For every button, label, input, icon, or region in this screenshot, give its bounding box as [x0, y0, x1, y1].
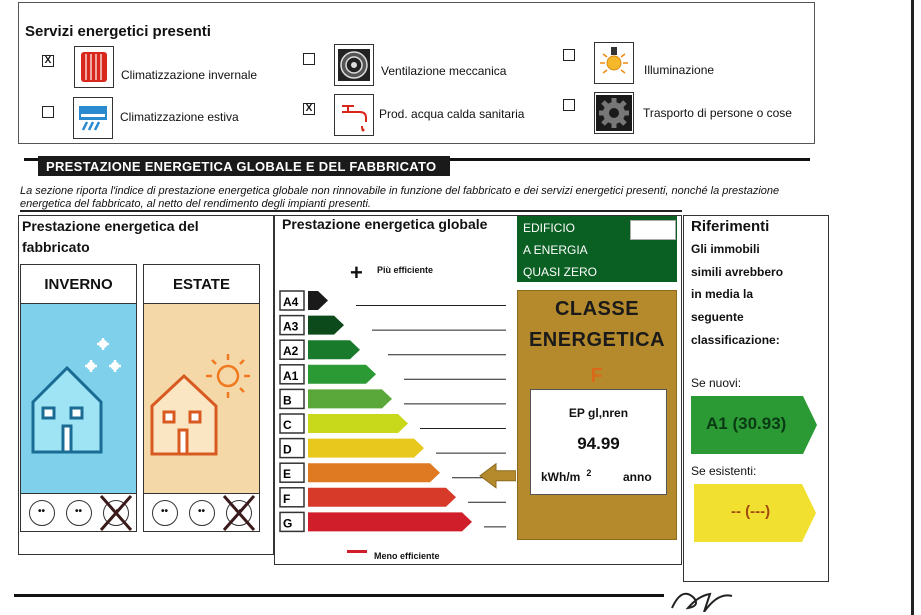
new-label: Se nuovi: — [691, 376, 742, 390]
class-label: A2 — [283, 344, 299, 359]
house-icon — [152, 376, 216, 454]
nzeb-checkbox[interactable] — [630, 220, 676, 240]
energy-class-arrows — [276, 285, 516, 545]
sun-icon — [206, 354, 250, 398]
ref-line5: classificazione: — [691, 333, 780, 347]
checkbox-ventilazione-meccanica[interactable] — [303, 53, 315, 65]
class-arrow — [308, 291, 328, 310]
winter-smileys — [20, 494, 137, 532]
checkbox-climatizzazione-estiva[interactable] — [42, 106, 54, 118]
class-label: B — [283, 393, 292, 408]
winter-header: INVERNO — [20, 264, 137, 304]
edificio-line2: A ENERGIA — [523, 243, 588, 257]
class-arrow — [308, 512, 472, 531]
globale-title: Prestazione energetica globale — [282, 216, 488, 232]
class-row-f — [280, 488, 506, 507]
class-label: A1 — [283, 368, 299, 383]
ref-line4: seguente — [691, 310, 744, 324]
checkbox-illuminazione[interactable] — [563, 49, 575, 61]
winter-column — [20, 264, 137, 532]
label-acqua-calda: Prod. acqua calda sanitaria — [379, 107, 525, 121]
ep-unit — [541, 468, 591, 484]
class-row-a3 — [280, 316, 506, 335]
class-label: E — [283, 467, 292, 482]
label-ventilazione-meccanica: Ventilazione meccanica — [381, 64, 507, 78]
classe-energetica-box — [517, 290, 677, 540]
fabbricato-title-line1: Prestazione energetica del — [22, 218, 199, 234]
summer-column — [143, 264, 260, 532]
class-row-a2 — [280, 340, 506, 359]
intro-underline — [20, 210, 682, 212]
smiley-crossed-icon — [226, 500, 252, 526]
ref-line1: Gli immobili — [691, 242, 760, 256]
checkbox-trasporto[interactable] — [563, 99, 575, 111]
classe-line2: ENERGETICA — [528, 329, 666, 351]
plus-label: Più efficiente — [377, 265, 434, 275]
edificio-line3: QUASI ZERO — [523, 265, 598, 279]
label-illuminazione: Illuminazione — [644, 63, 715, 77]
existing-value: -- (---) — [731, 503, 771, 520]
winter-illustration — [20, 304, 137, 494]
class-label: D — [283, 442, 292, 457]
class-label: F — [283, 491, 291, 506]
classe-value: F — [590, 365, 604, 387]
minus-label: Meno efficiente — [374, 551, 440, 561]
smiley-icon: •• — [189, 500, 215, 526]
air-conditioner-icon — [73, 97, 113, 139]
fan-icon — [334, 44, 374, 86]
class-label: A3 — [283, 319, 299, 334]
summer-illustration — [143, 304, 260, 494]
checkbox-acqua-calda[interactable]: X — [303, 103, 315, 115]
ep-label: EP gl,nren — [568, 406, 629, 420]
ref-line3: in media la — [691, 287, 754, 301]
unit-sup: 2 — [586, 468, 592, 478]
summer-smileys — [143, 494, 260, 532]
ep-value: 94.99 — [577, 434, 620, 453]
lightbulb-icon — [594, 42, 634, 84]
class-arrow — [308, 463, 440, 482]
class-row-c — [280, 414, 506, 433]
class-arrow — [308, 316, 344, 335]
faucet-icon — [334, 94, 374, 136]
new-value: A1 (30.93) — [706, 414, 787, 433]
class-indicator-arrow — [480, 464, 516, 488]
summer-header: ESTATE — [143, 264, 260, 304]
existing-label: Se esistenti: — [691, 464, 757, 478]
class-row-d — [280, 439, 506, 458]
ep-box — [530, 389, 667, 495]
smiley-icon: •• — [29, 500, 55, 526]
class-label: A4 — [283, 295, 299, 309]
unit-per: anno — [623, 470, 652, 484]
smiley-crossed-icon — [103, 500, 129, 526]
ref-line2: simili avrebbero — [691, 265, 784, 279]
services-title: Servizi energetici presenti — [25, 23, 211, 40]
panel-riferimenti — [683, 215, 829, 582]
label-trasporto: Trasporto di persone o cose — [643, 106, 792, 120]
bottom-rule — [14, 594, 664, 597]
class-arrow — [308, 340, 360, 359]
class-label: C — [283, 418, 292, 432]
label-climatizzazione-estiva: Climatizzazione estiva — [120, 110, 239, 124]
edificio-nzeb-box — [517, 216, 677, 282]
section-intro: La sezione riporta l'indice di prestazione energetica globale non rinnovabile in funzione del fabbricato e dei servizi energetici presenti, nonché la prestazione energetica del fabbricato, al netto del rendimento degli impianti presenti. — [20, 185, 780, 210]
class-label: G — [283, 516, 293, 531]
class-row-b — [280, 389, 506, 408]
class-arrow — [308, 439, 424, 458]
house-icon — [33, 368, 101, 452]
label-climatizzazione-invernale: Climatizzazione invernale — [121, 68, 258, 82]
unit-main: kWh/m — [541, 470, 581, 484]
signature — [668, 584, 744, 612]
radiator-icon — [74, 46, 114, 88]
section-title: PRESTAZIONE ENERGETICA GLOBALE E DEL FABBRICATO — [38, 156, 450, 176]
riferimenti-title: Riferimenti — [691, 218, 770, 235]
fabbricato-title-line2: fabbricato — [22, 239, 90, 255]
class-arrow — [308, 488, 456, 507]
class-row-a4 — [280, 291, 506, 310]
class-row-g — [280, 512, 506, 531]
class-arrow — [308, 389, 392, 408]
minus-icon — [347, 550, 367, 553]
snowflake-icon — [85, 338, 121, 372]
class-row-a1 — [280, 365, 506, 384]
plus-icon: + — [350, 260, 363, 285]
smiley-icon: •• — [152, 500, 178, 526]
class-arrow — [308, 414, 408, 433]
checkbox-climatizzazione-invernale[interactable]: X — [42, 55, 54, 67]
class-arrow — [308, 365, 376, 384]
gear-icon — [594, 92, 634, 134]
smiley-icon: •• — [66, 500, 92, 526]
class-row-e — [280, 463, 506, 482]
edificio-line1: EDIFICIO — [523, 221, 576, 235]
classe-line1: CLASSE — [554, 298, 640, 320]
